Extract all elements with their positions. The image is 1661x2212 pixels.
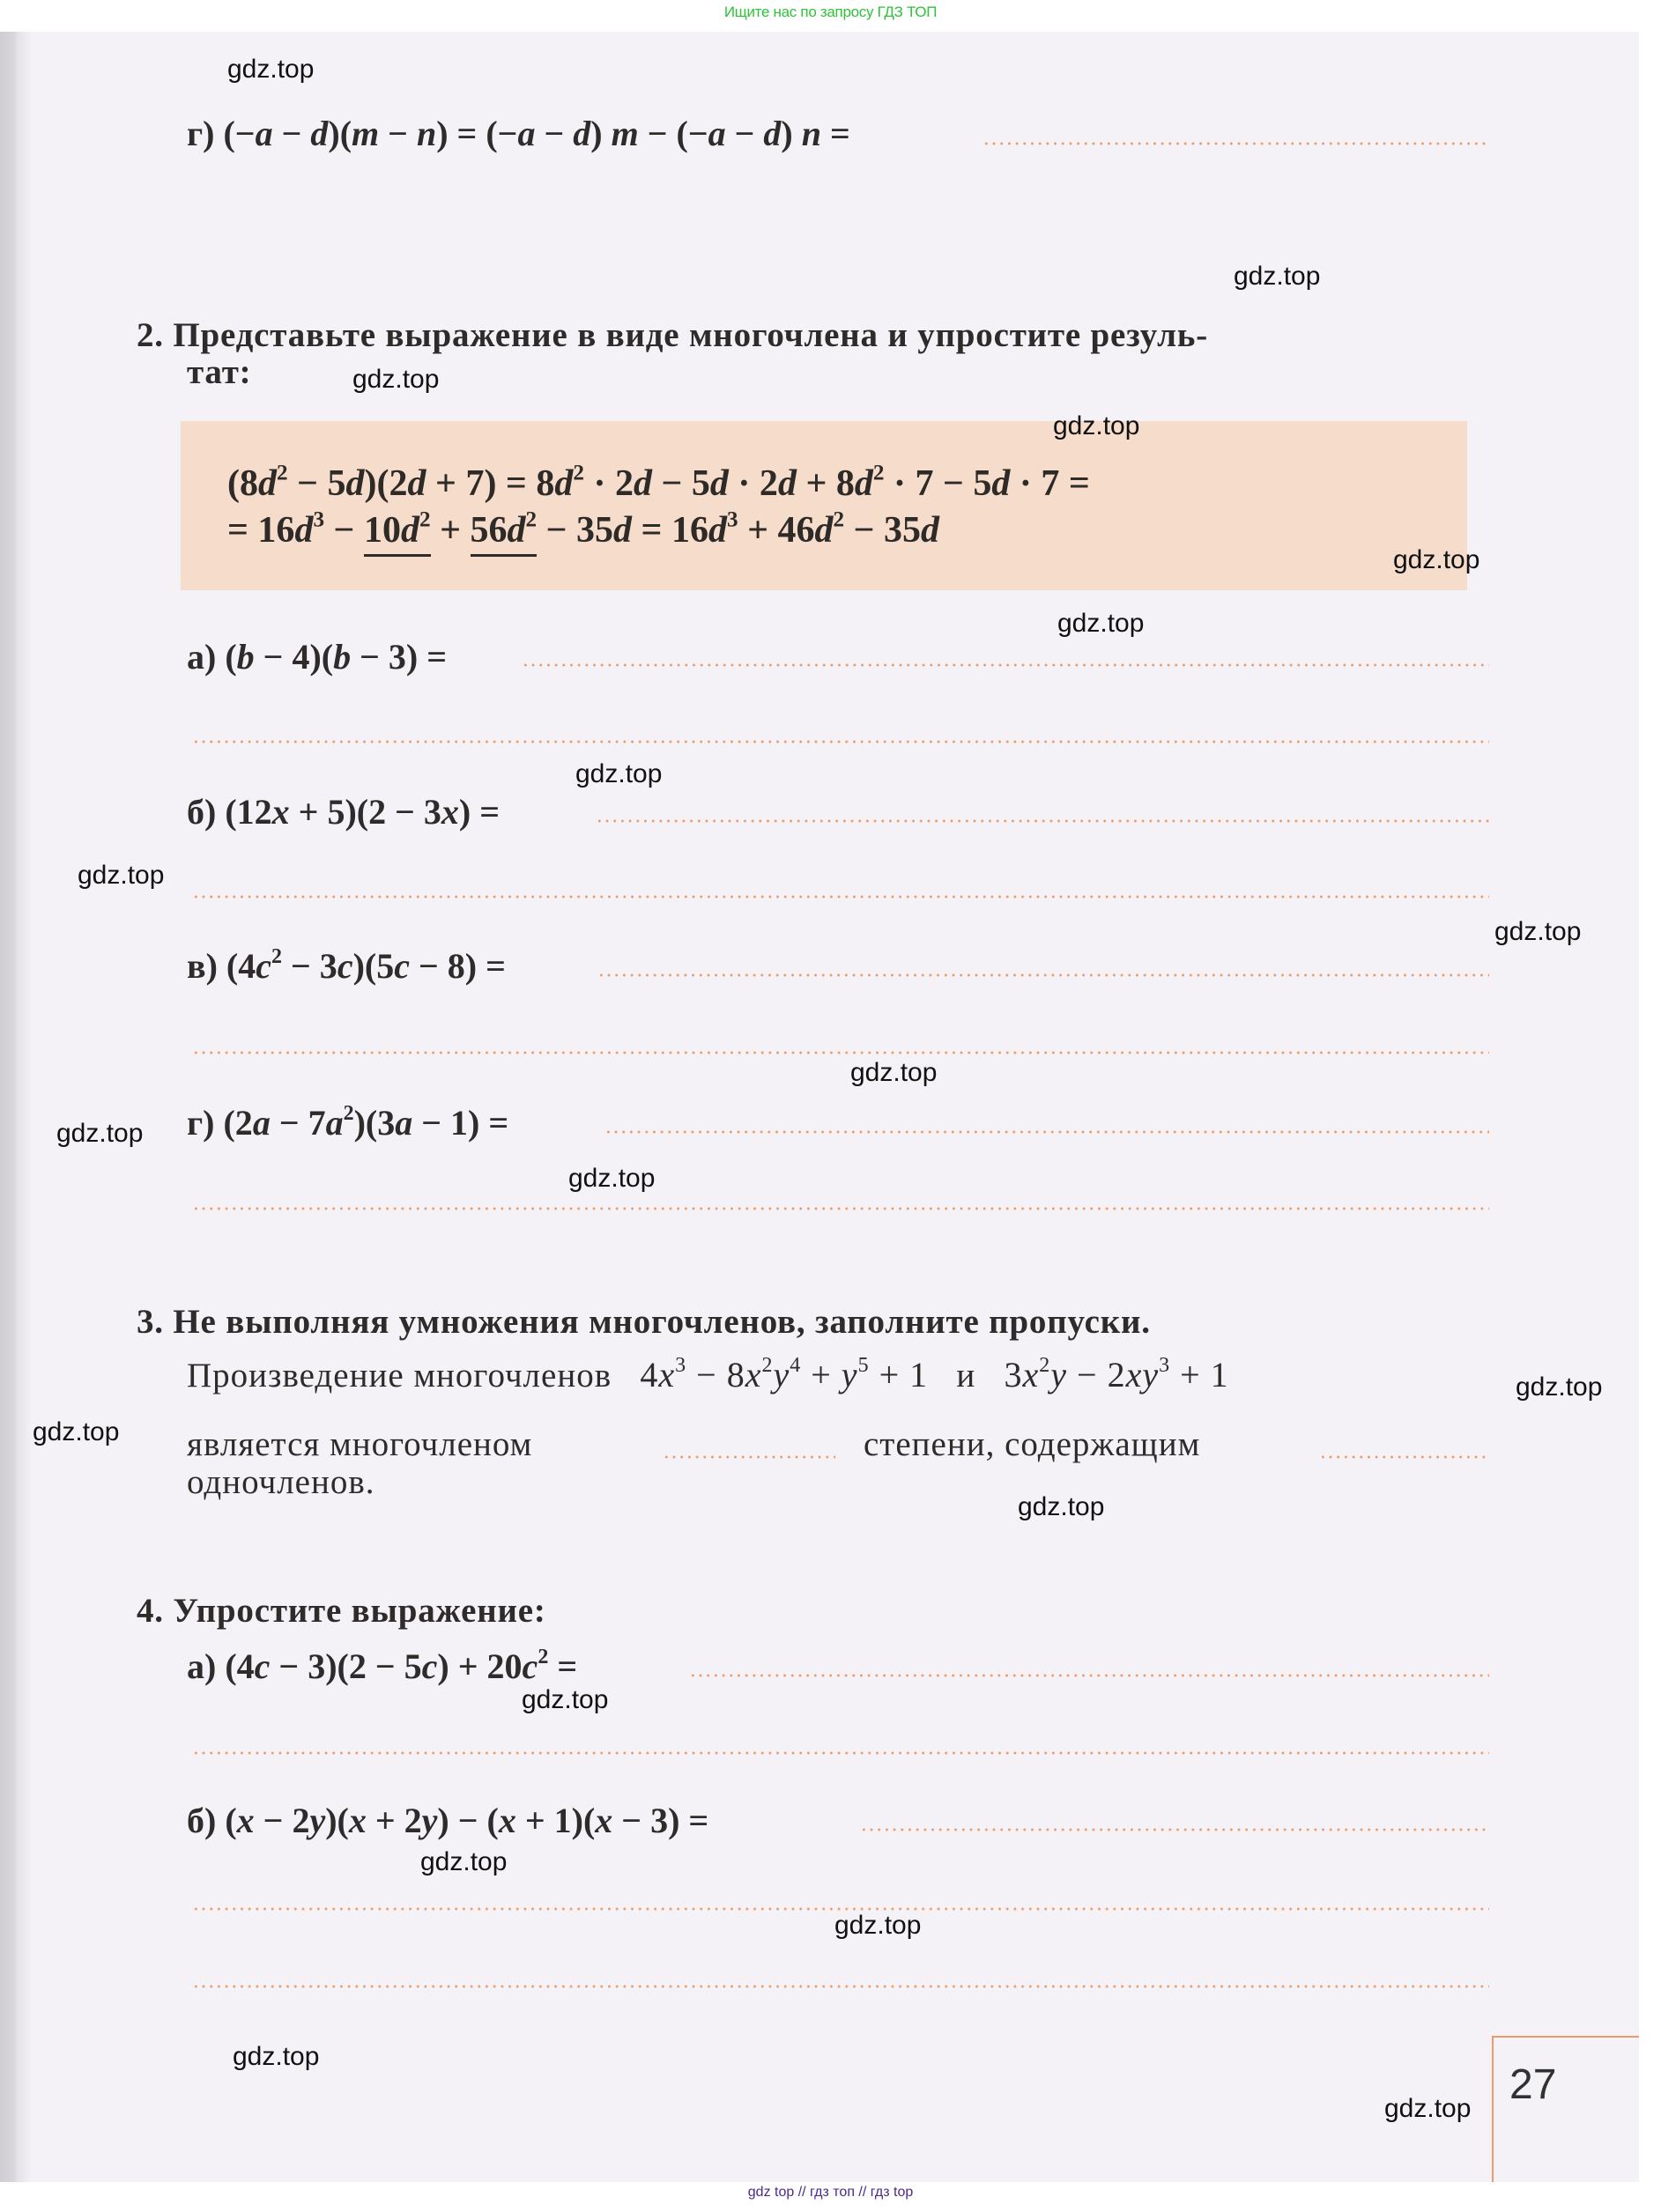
task3-line3b: степени, содержащим bbox=[864, 1425, 1201, 1463]
watermark: gdz.top bbox=[56, 1119, 144, 1148]
top-banner-bar bbox=[0, 0, 1661, 32]
watermark: gdz.top bbox=[850, 1058, 938, 1087]
watermark: gdz.top bbox=[1494, 917, 1582, 946]
watermark: gdz.top bbox=[78, 861, 165, 890]
answer-line[interactable] bbox=[192, 895, 1489, 899]
watermark: gdz.top bbox=[834, 1911, 922, 1940]
task3-line3a: является многочленом bbox=[187, 1425, 533, 1463]
underlined-term: $10d^2$ bbox=[364, 510, 431, 557]
degree-blank[interactable] bbox=[663, 1455, 835, 1459]
task2-item-d: г) $(2a - 7a^2)(3a - 1)$ = bbox=[187, 1102, 509, 1143]
underlined-term: $56d^2$ bbox=[471, 510, 538, 557]
answer-line[interactable] bbox=[689, 1674, 1489, 1677]
watermark: gdz.top bbox=[1053, 411, 1140, 440]
answer-line[interactable] bbox=[860, 1828, 1489, 1831]
answer-line[interactable] bbox=[192, 1207, 1489, 1210]
task3-line4: одночленов. bbox=[187, 1463, 375, 1501]
page-number-box bbox=[1492, 2036, 1639, 2182]
answer-line[interactable] bbox=[192, 1985, 1489, 1988]
task2-item-c: в) $(4c^2 - 3c)(5c - 8)$ = bbox=[187, 945, 506, 986]
watermark: gdz.top bbox=[1384, 2094, 1472, 2123]
answer-line[interactable] bbox=[597, 973, 1489, 977]
task3-line2: Произведение многочленов $4x^3 - 8x^2y^4 + y^5 + 1$ и $3x^2y - 2xy^3 + 1$ bbox=[187, 1354, 1229, 1395]
answer-line[interactable] bbox=[983, 142, 1489, 145]
watermark: gdz.top bbox=[575, 759, 663, 788]
watermark: gdz.top bbox=[522, 1685, 609, 1714]
carryover-expression: (−a − d)(m − n) = (−a − d) m − (−a − d) n = bbox=[223, 114, 850, 153]
task2-title-line2: тат: bbox=[187, 353, 252, 391]
task4-item-a: а) $(4c - 3)(2 - 5c) + 20c^2$ = bbox=[187, 1646, 578, 1686]
task2-title-line1: 2. Представьте выражение в виде многочлена и упростите резуль- bbox=[137, 316, 1209, 354]
watermark: gdz.top bbox=[1234, 262, 1321, 291]
watermark: gdz.top bbox=[233, 2042, 320, 2071]
watermark: gdz.top bbox=[420, 1847, 508, 1876]
task-number: 2. bbox=[137, 316, 164, 354]
page-number: 27 bbox=[1509, 2061, 1557, 2108]
watermark: gdz.top bbox=[352, 365, 440, 394]
watermark: gdz.top bbox=[568, 1164, 656, 1193]
answer-line[interactable] bbox=[192, 1751, 1489, 1755]
task2-item-a: а) (b − 4)(b − 3) = bbox=[187, 637, 447, 677]
watermark: gdz.top bbox=[1018, 1492, 1105, 1521]
task2-item-b: б) (12x + 5)(2 − 3x) = bbox=[187, 792, 501, 832]
answer-line[interactable] bbox=[192, 740, 1489, 743]
example-line-1: $(8d^2 - 5d)(2d + 7) = 8d^2 \cdot 2d - 5d \cdot 2d + 8d^2 \cdot 7 - 5d \cdot 7$ = bbox=[227, 461, 1090, 504]
carryover-item bbox=[187, 113, 850, 154]
example-line-2: = $16d^3 - 10d^2 + 56d^2 - 35d = 16d^3 + 46d^2 - 35d$ bbox=[227, 509, 939, 551]
watermark: gdz.top bbox=[1393, 545, 1480, 574]
worked-example-box bbox=[181, 421, 1467, 590]
item-label: г) bbox=[187, 114, 215, 153]
top-banner-text: Ищите нас по запросу ГДЗ ТОП bbox=[723, 4, 938, 20]
task4-item-b: б) (x − 2y)(x + 2y) − (x + 1)(x − 3) = bbox=[187, 1801, 709, 1840]
watermark: gdz.top bbox=[33, 1417, 120, 1446]
answer-line[interactable] bbox=[522, 663, 1489, 667]
page-spine bbox=[0, 32, 19, 2182]
answer-line[interactable] bbox=[596, 819, 1489, 823]
monomial-count-blank[interactable] bbox=[1319, 1455, 1490, 1459]
answer-line[interactable] bbox=[192, 1051, 1489, 1054]
answer-line[interactable] bbox=[604, 1130, 1489, 1134]
task3-title: 3. Не выполняя умножения многочленов, заполните пропуски. bbox=[137, 1303, 1151, 1341]
watermark: gdz.top bbox=[227, 55, 315, 84]
footer-text: gdz top // гдз топ // гдз top bbox=[747, 2185, 914, 2200]
task4-title: 4. Упростите выражение: bbox=[137, 1592, 546, 1630]
watermark: gdz.top bbox=[1516, 1372, 1603, 1402]
page-spine-shadow bbox=[19, 32, 32, 2182]
watermark: gdz.top bbox=[1057, 609, 1145, 638]
